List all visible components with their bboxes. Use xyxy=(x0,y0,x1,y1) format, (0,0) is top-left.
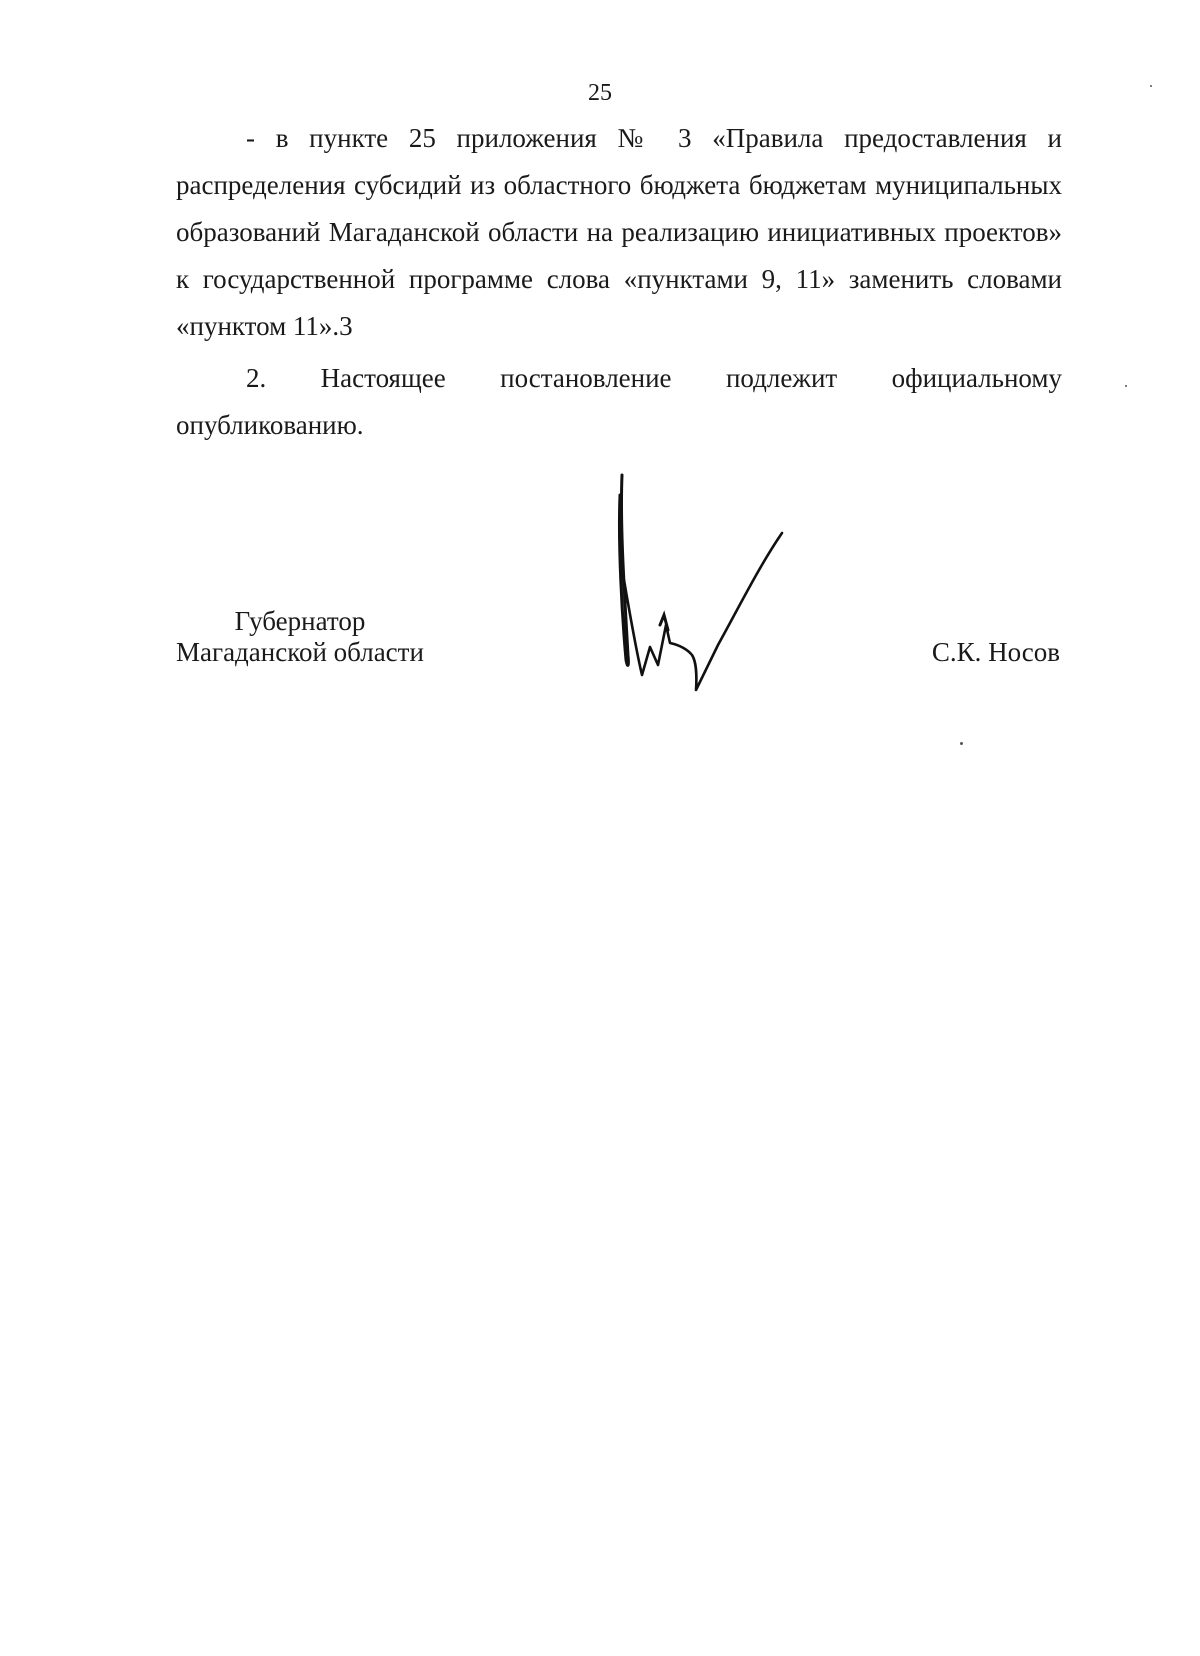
paragraph-publication: 2. Настоящее постановление подлежит официальному опубликованию. xyxy=(176,363,1062,440)
paragraph-amendment: - в пункте 25 приложения № 3 «Правила предоставления и распределения субсидий из областного бюджета бюджетам муниципальных образований Магаданской области на реализацию инициативных проектов» к государственной программе слова «пунктами 9, 11» заменить словами «пунктом 11».3 xyxy=(176,123,1062,341)
handwritten-signature xyxy=(600,465,840,725)
signatory-title-line1: Губернатор xyxy=(234,606,366,636)
page-number: 25 xyxy=(588,80,612,106)
signatory-title xyxy=(176,606,424,668)
scan-speck xyxy=(1125,385,1127,387)
scan-speck xyxy=(1150,85,1152,87)
signatory-title-line2: Магаданской области xyxy=(176,637,424,667)
scan-speck xyxy=(960,742,963,745)
signatory-name: С.К. Носов xyxy=(931,637,1060,667)
